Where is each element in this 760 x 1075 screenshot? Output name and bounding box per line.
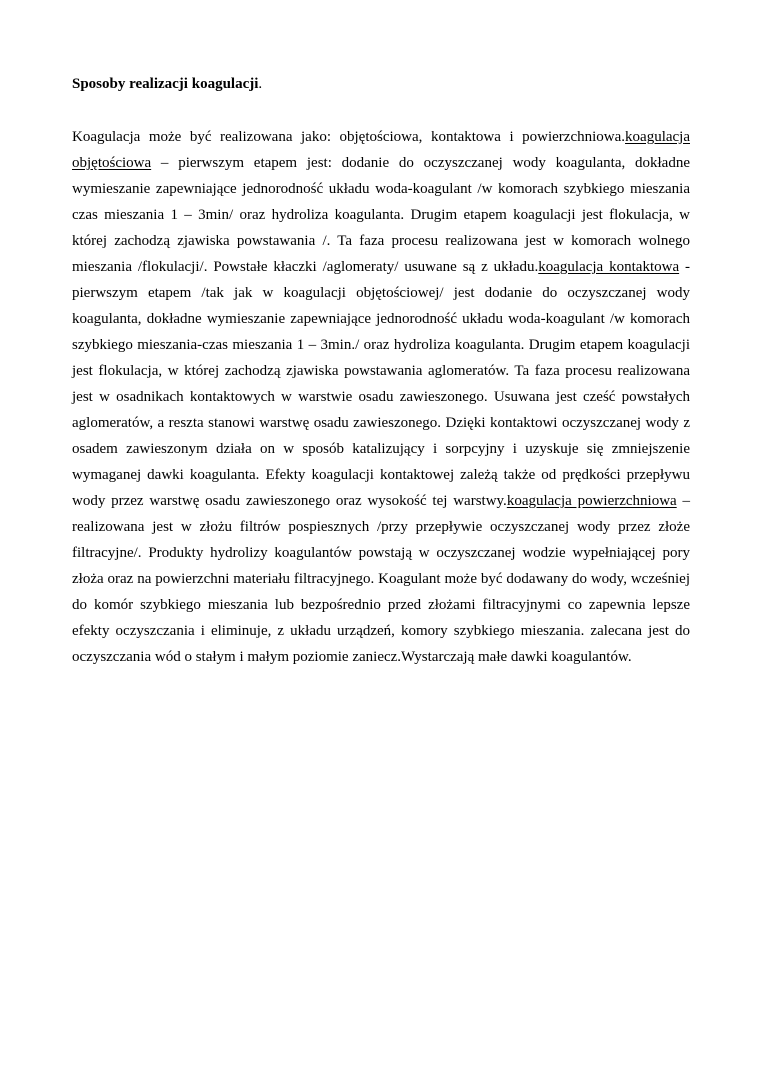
title-period: . (258, 76, 263, 92)
paragraph-objetosciowa-description: – pierwszym etapem jest: dodanie do oczyszczanej wody koagulanta, dokładne wymieszanie zapewniające jednorodność układu woda-koagulant /w komorach szybkiego mieszania czas mieszania 1 – 3min/ oraz hydroliza koagulanta. Drugim etapem koagulacji jest flokulacja, w której zachodzą zjawiska powstawania /. Ta faza procesu realizowana jest w komorach wolnego mieszania /flokulacji/. Powstałe kłaczki /aglomeraty/ usuwane są z układu. (72, 155, 690, 275)
term-koagulacja-kontaktowa: koagulacja kontaktowa (538, 259, 680, 275)
paragraph-kontaktowa-description: - pierwszym etapem /tak jak w koagulacji objętościowej/ jest dodanie do oczyszczanej wody koagulanta, dokładne wymieszanie zapewniające jednorodność układu woda-koagulant /w komorach szybkiego mieszania-czas mieszania 1 – 3min./ oraz hydroliza koagulanta. Drugim etapem koagulacji jest flokulacja, w której zachodzą zjawiska powstawania aglomeratów. Ta faza procesu realizowana jest w osadnikach kontaktowych w warstwie osadu zawieszonego. Usuwana jest cześć powstałych aglomeratów, a reszta stanowi warstwę osadu zawieszonego. Dzięki kontaktowi oczyszczanej wody z osadem zawieszonym działa on w sposób katalizujący i sorpcyjny i uzyskuje się zmniejszenie wymaganej dawki koagulanta. Efekty koagulacji kontaktowej zależą także od prędkości przepływu wody przez warstwę osadu zawieszonego oraz wysokość tej warstwy. (72, 259, 691, 509)
term-koagulacja-powierzchniowa: koagulacja powierzchniowa (506, 493, 677, 509)
term-koagulacja-objetosciowa: koagulacja objętościowa (72, 129, 690, 171)
paragraph-intro: Koagulacja może być realizowana jako: objętościowa, kontaktowa i powierzchniowa. (72, 129, 626, 145)
title-text: Sposoby realizacji koagulacji (72, 76, 259, 92)
document-paragraph (72, 124, 690, 670)
document-title (72, 74, 262, 94)
paragraph-powierzchniowa-description: – realizowana jest w złożu filtrów pospiesznych /przy przepływie oczyszczanej wody przez złoże filtracyjne/. Produkty hydrolizy koagulantów powstają w oczyszczanej wodzie wypełniającej pory złoża oraz na powierzchni materiału filtracyjnego. Koagulant może być dodawany do wody, wcześniej do komór szybkiego mieszania lub bezpośrednio przed złożami filtracyjnymi co zapewnia lepsze efekty oczyszczania i eliminuje, z układu urządzeń, komory szybkiego mieszania. zalecana jest do oczyszczania wód o stałym i małym poziomie zaniecz.Wystarczają małe dawki koagulantów. (72, 493, 690, 665)
